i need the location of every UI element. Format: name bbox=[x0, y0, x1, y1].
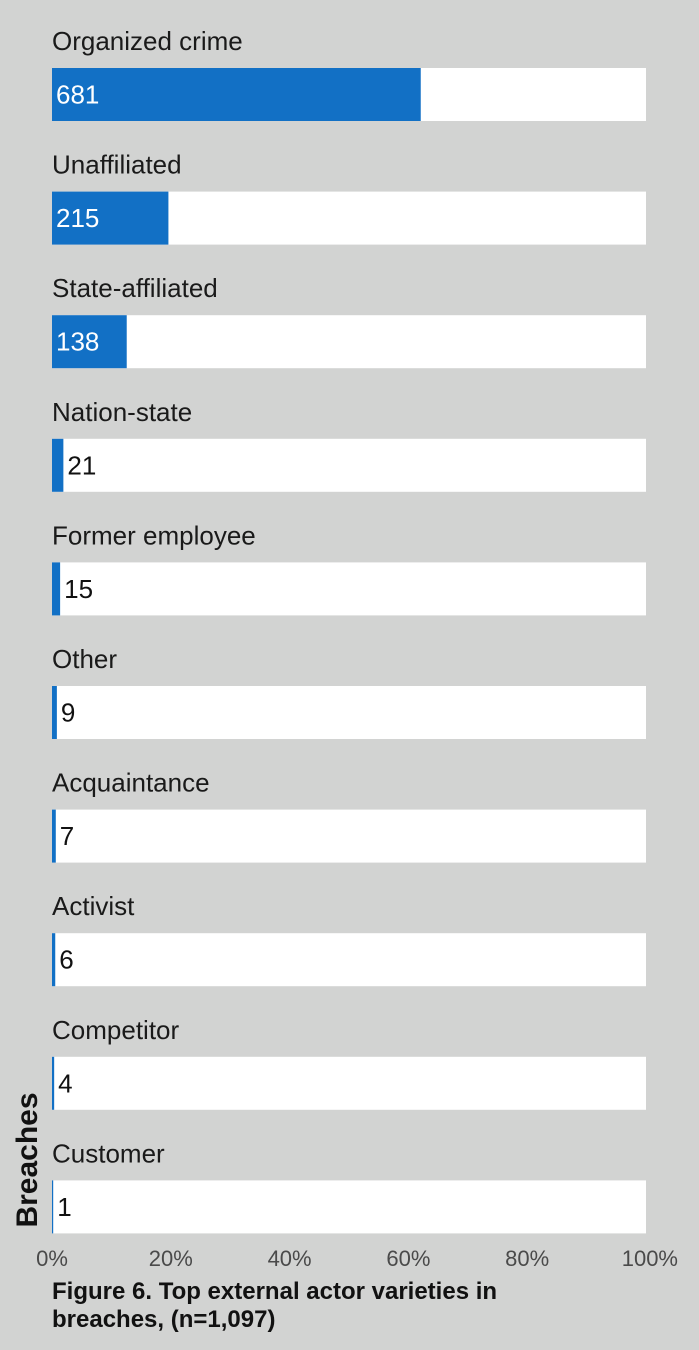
bar-group bbox=[52, 1015, 646, 1110]
value-label: 6 bbox=[59, 944, 74, 975]
category-label: State-affiliated bbox=[52, 273, 218, 304]
x-tick-label: 60% bbox=[386, 1246, 431, 1271]
category-label: Competitor bbox=[52, 1014, 180, 1045]
bar bbox=[52, 1057, 54, 1110]
bar bbox=[52, 1180, 53, 1233]
bar-track bbox=[52, 1057, 646, 1110]
bar-group bbox=[52, 644, 646, 739]
x-tick-label: 20% bbox=[148, 1246, 193, 1271]
bar-group bbox=[52, 273, 646, 368]
category-label: Acquaintance bbox=[52, 767, 210, 798]
x-axis-ticks bbox=[36, 1246, 678, 1271]
bar-group bbox=[52, 150, 646, 245]
value-label: 9 bbox=[60, 697, 76, 728]
value-label: 21 bbox=[67, 450, 97, 481]
category-label: Customer bbox=[52, 1138, 165, 1169]
bar-track bbox=[52, 562, 646, 615]
bar bbox=[52, 810, 56, 863]
bar-group bbox=[52, 1138, 646, 1233]
bar bbox=[52, 686, 57, 739]
bar-group bbox=[52, 520, 646, 615]
bar-track bbox=[52, 439, 646, 492]
bar-track bbox=[52, 933, 646, 986]
value-label: 15 bbox=[64, 573, 94, 604]
bar-group bbox=[52, 397, 646, 492]
value-label: 7 bbox=[59, 821, 75, 852]
bar-group bbox=[52, 891, 646, 986]
value-label: 1 bbox=[57, 1191, 72, 1222]
value-label: 138 bbox=[56, 326, 100, 357]
value-label: 681 bbox=[56, 79, 100, 110]
x-tick-label: 100% bbox=[621, 1246, 678, 1271]
x-tick-label: 80% bbox=[505, 1246, 550, 1271]
value-label: 215 bbox=[56, 203, 100, 234]
figure-caption bbox=[52, 1278, 652, 1334]
category-label: Nation-state bbox=[52, 396, 193, 427]
x-tick-label: 0% bbox=[36, 1246, 68, 1271]
category-label: Other bbox=[52, 644, 118, 674]
bars-layer bbox=[52, 26, 646, 1233]
bar-track bbox=[52, 686, 646, 739]
bar-track bbox=[52, 810, 646, 863]
bar-group bbox=[52, 768, 646, 863]
bar bbox=[52, 439, 63, 492]
bar bbox=[52, 68, 421, 121]
bar bbox=[52, 562, 60, 615]
caption-line-2: breaches, (n=1,097) bbox=[52, 1306, 276, 1333]
bar-group bbox=[52, 26, 646, 121]
caption-line-1: Figure 6. Top external actor varieties in bbox=[52, 1278, 498, 1305]
bar-track bbox=[52, 315, 646, 368]
x-tick-label: 40% bbox=[267, 1246, 312, 1271]
category-label: Organized crime bbox=[52, 26, 243, 56]
bar bbox=[52, 933, 55, 986]
category-label: Former employee bbox=[52, 520, 256, 551]
category-label: Activist bbox=[52, 891, 135, 922]
value-label: 4 bbox=[58, 1068, 73, 1099]
category-label: Unaffiliated bbox=[52, 149, 182, 180]
y-axis-title: Breaches bbox=[11, 1092, 44, 1228]
bar-track bbox=[52, 1180, 646, 1233]
